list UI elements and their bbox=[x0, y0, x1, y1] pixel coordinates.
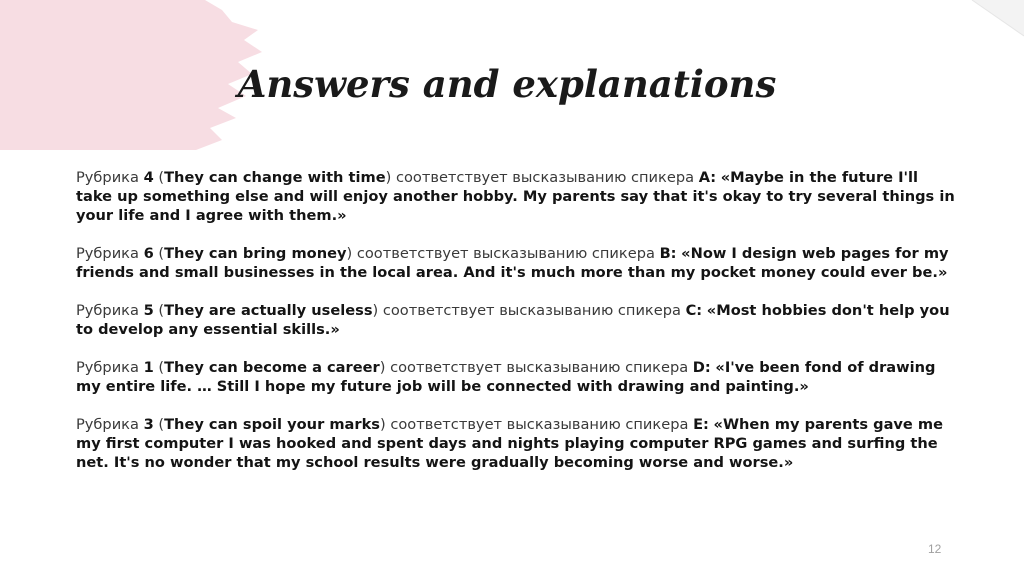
speaker-quote: «Maybe in the future I'll take up something else and will enjoy another hobby. My parents say that it's okay to try several things in your life and I agree with them.» bbox=[76, 169, 955, 224]
rubric-prefix: Рубрика bbox=[76, 416, 144, 433]
corner-fold-decoration bbox=[964, 0, 1024, 40]
speaker-label: D: bbox=[692, 359, 711, 376]
answer-paragraph: Рубрика 6 (They can bring money) соответствует высказыванию спикера B: «Now I design web pages for my friends and small businesses in the local area. And it's much more than my pocket money could ever be.» bbox=[76, 245, 949, 281]
rubric-middle: соответствует высказыванию спикера bbox=[378, 302, 686, 319]
rubric-middle: соответствует высказыванию спикера bbox=[391, 169, 699, 186]
rubric-number: 3 bbox=[143, 416, 154, 433]
speaker-quote: «When my parents gave me my first computer I was hooked and spent days and nights playing computer RPG games and surfing the net. It's no wonder that my school results were gradually becoming worse and worse.» bbox=[76, 416, 944, 471]
answer-paragraph: Рубрика 5 (They are actually useless) соответствует высказыванию спикера C: «Most hobbies don't help you to develop any essential skills.» bbox=[76, 302, 950, 338]
rubric-middle: соответствует высказыванию спикера bbox=[385, 359, 693, 376]
speaker-label: A: bbox=[698, 169, 717, 186]
page-number: 12 bbox=[928, 542, 942, 556]
rubric-number: 6 bbox=[143, 245, 154, 262]
answer-paragraph: Рубрика 1 (They can become a career) соответствует высказыванию спикера D: «I've been fond of drawing my entire life. … Still I hope my future job will be connected with drawing and painting.» bbox=[76, 359, 936, 395]
rubric-middle: соответствует высказыванию спикера bbox=[385, 416, 694, 433]
answers-list bbox=[76, 168, 956, 491]
slide-title: Answers and explanations bbox=[237, 62, 777, 106]
rubric-text: They can spoil your marks bbox=[164, 416, 380, 433]
rubric-prefix: Рубрика bbox=[76, 302, 144, 319]
rubric-text: They can become a career bbox=[164, 359, 380, 376]
speaker-label: E: bbox=[693, 416, 709, 433]
rubric-prefix: Рубрика bbox=[76, 359, 144, 376]
rubric-number: 1 bbox=[143, 359, 154, 376]
rubric-prefix: Рубрика bbox=[76, 169, 144, 186]
speaker-quote: «I've been fond of drawing my entire life. … Still I hope my future job will be connected with drawing and painting.» bbox=[76, 359, 936, 395]
rubric-text: They can change with time bbox=[164, 169, 386, 186]
rubric-prefix: Рубрика bbox=[76, 245, 144, 262]
rubric-number: 5 bbox=[143, 302, 154, 319]
answer-paragraph: Рубрика 4 (They can change with time) соответствует высказыванию спикера A: «Maybe in the future I'll take up something else and will enjoy another hobby. My parents say that it's okay to try several things in your life and I agree with them.» bbox=[76, 169, 955, 224]
rubric-number: 4 bbox=[143, 169, 154, 186]
speaker-quote: «Most hobbies don't help you to develop any essential skills.» bbox=[76, 302, 950, 338]
speaker-label: B: bbox=[659, 245, 677, 262]
speaker-label: C: bbox=[685, 302, 703, 319]
rubric-text: They can bring money bbox=[164, 245, 347, 262]
rubric-middle: соответствует высказыванию спикера bbox=[352, 245, 660, 262]
answer-paragraph: Рубрика 3 (They can spoil your marks) соответствует высказыванию спикера E: «When my parents gave me my first computer I was hooked and spent days and nights playing computer RPG games and surfing the net. It's no wonder that my school results were gradually becoming worse and worse.» bbox=[76, 416, 944, 471]
speaker-quote: «Now I design web pages for my friends and small businesses in the local area. And it's much more than my pocket money could ever be.» bbox=[76, 245, 949, 281]
rubric-text: They are actually useless bbox=[164, 302, 373, 319]
